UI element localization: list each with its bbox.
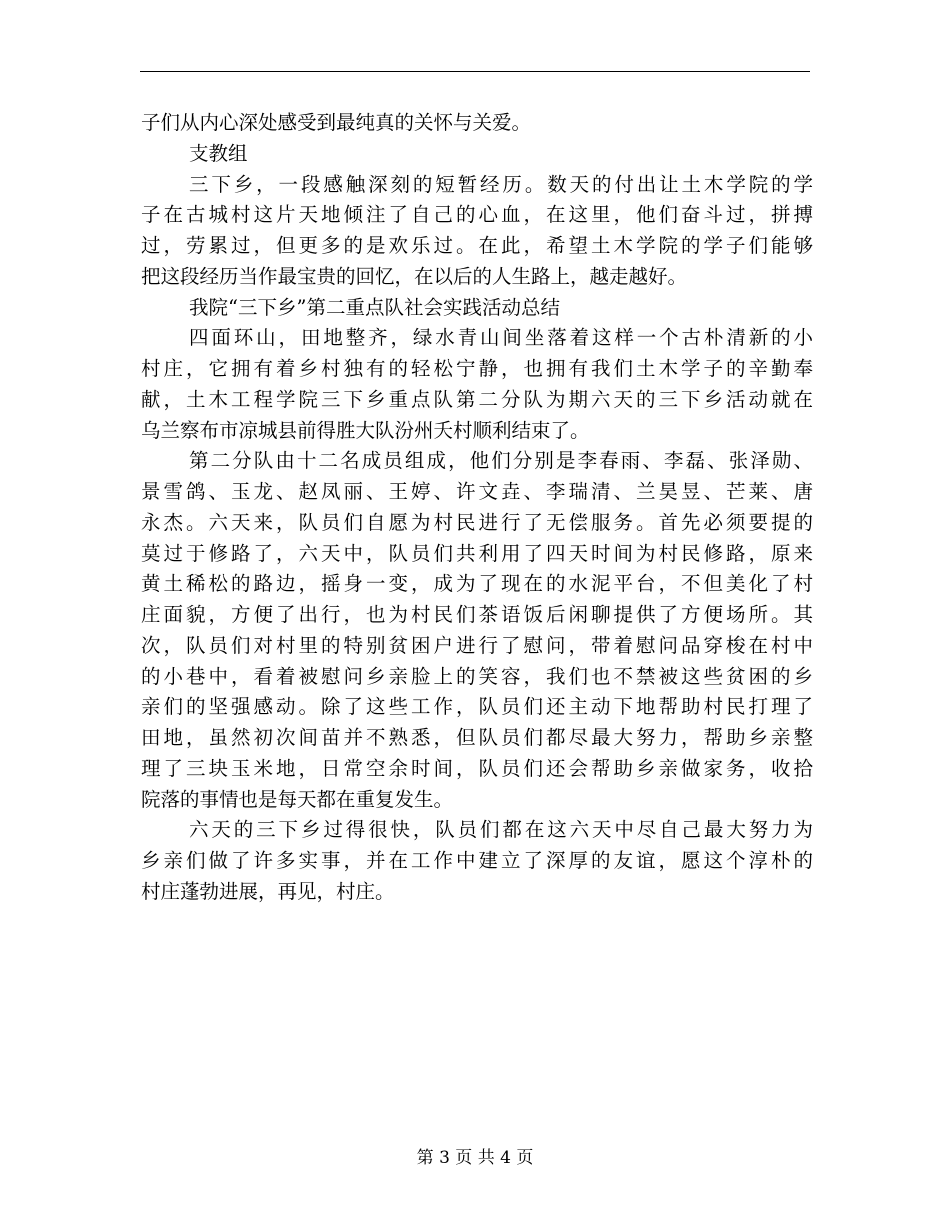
text-line: 田地，虽然初次间苗并不熟悉，但队员们都尽最大努力，帮助乡亲整 xyxy=(141,726,813,749)
text-line: 三下乡，一段感触深刻的短暂经历。数天的付出让土木学院的学 xyxy=(189,172,813,196)
text-line: 黄土稀松的路边，摇身一变，成为了现在的水泥平台，不但美化了村 xyxy=(141,572,813,596)
document-body xyxy=(141,108,813,908)
text-line: 把这段经历当作最宝贵的回忆，在以后的人生路上，越走越好。 xyxy=(141,264,688,288)
text-line: 院落的事情也是每天都在重复发生。 xyxy=(141,787,454,811)
text-line: 庄面貌，方便了出行，也为村民们茶语饭后闲聊提供了方便场所。其 xyxy=(141,603,813,626)
text-line: 献，土木工程学院三下乡重点队第二分队为期六天的三下乡活动就在 xyxy=(141,387,813,411)
section-heading: 支教组 xyxy=(189,141,248,165)
text-line: 永杰。六天来，队员们自愿为村民进行了无偿服务。首先必须要提的 xyxy=(141,510,813,534)
text-line: 亲们的坚强感动。除了这些工作，队员们还主动下地帮助村民打理了 xyxy=(141,695,813,719)
text-line: 村庄，它拥有着乡村独有的轻松宁静，也拥有我们土木学子的辛勤奉 xyxy=(141,357,813,380)
page-number: 第 3 页 共 4 页 xyxy=(416,1148,534,1168)
text-line: 理了三块玉米地，日常空余时间，队员们还会帮助乡亲做家务，收拾 xyxy=(141,756,813,780)
text-line: 村庄蓬勃进展，再见，村庄。 xyxy=(141,879,395,903)
text-line: 过，劳累过，但更多的是欢乐过。在此，希望土木学院的学子们能够 xyxy=(141,234,813,257)
section-heading: 我院“三下乡”第二重点队社会实践活动总结 xyxy=(189,295,560,319)
text-line: 乌兰察布市凉城县前得胜大队汾州夭村顺利结束了。 xyxy=(141,418,590,442)
text-line: 子们从内心深处感受到最纯真的关怀与关爱。 xyxy=(141,111,532,134)
text-line: 景雪鸽、玉龙、赵凤丽、王婷、许文垚、李瑞清、兰昊昱、芒莱、唐 xyxy=(141,480,813,503)
text-line: 莫过于修路了，六天中，队员们共利用了四天时间为村民修路，原来 xyxy=(141,541,813,565)
text-line: 四面环山，田地整齐，绿水青山间坐落着这样一个古朴清新的小 xyxy=(189,326,813,350)
text-line: 乡亲们做了许多实事，并在工作中建立了深厚的友谊，愿这个淳朴的 xyxy=(141,849,813,872)
text-line: 子在古城村这片天地倾注了自己的心血，在这里，他们奋斗过，拼搏 xyxy=(141,203,813,227)
text-line: 六天的三下乡过得很快，队员们都在这六天中尽自己最大努力为 xyxy=(189,818,813,842)
text-line: 次，队员们对村里的特别贫困户进行了慰问，带着慰问品穿梭在村中 xyxy=(141,633,813,657)
header-rule xyxy=(140,71,810,72)
text-line: 第二分队由十二名成员组成，他们分别是李春雨、李磊、张泽勋、 xyxy=(189,449,813,473)
text-line: 的小巷中，看着被慰问乡亲脸上的笑容，我们也不禁被这些贫困的乡 xyxy=(141,664,813,688)
